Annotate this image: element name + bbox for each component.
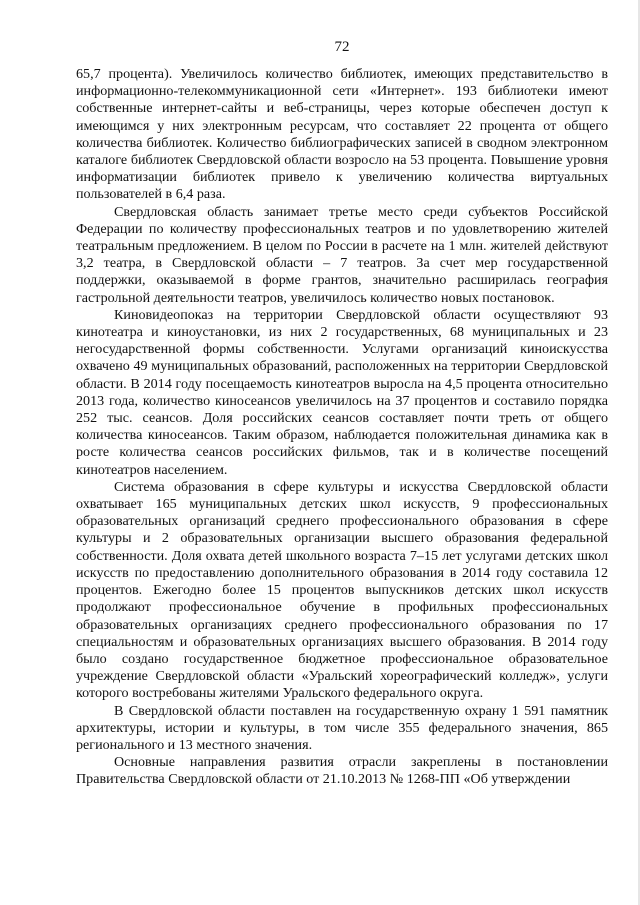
paragraph-monuments: В Свердловской области поставлен на государственную охрану 1 591 памятник архитектуры, истории и культуры, в том числе 355 федерального значения, 865 регионального и 13 местного значения.	[76, 702, 608, 753]
paragraph-cinema: Киновидеопоказ на территории Свердловской области осуществляют 93 кинотеатра и киноустановки, из них 2 государственных, 68 муниципальных и 23 негосударственной формы собственности. Услугами организаций киноискусства охвачено 49 муниципальных образований, расположенных на территории Свердловской области. В 2014 году посещаемость кинотеатров выросла на 4,5 процента относительно 2013 года, количество киносеансов увеличилось на 37 процентов и составило порядка 252 тыс. сеансов. Доля российских сеансов составляет почти треть от общего количества киносеансов. Таким образом, наблюдается положительная динамика как в росте количества сеансов российских фильмов, так и в количестве посещений кинотеатров населением.	[76, 306, 608, 478]
page-number: 72	[334, 39, 350, 55]
paragraph-education: Система образования в сфере культуры и искусства Свердловской области охватывает 165 муниципальных детских школ искусств, 9 профессиональных образовательных организаций среднего профессионального образования в сфере культуры и 2 образовательных организации высшего образования федеральной собственности. Доля охвата детей школьного возраста 7–15 лет услугами детских школ искусств по предоставлению дополнительного образования в 2014 году составила 12 процентов. Ежегодно более 15 процентов выпускников детских школ искусств продолжают профессиональное обучение в профильных профессиональных образовательных организациях среднего профессионального образования по 17 специальностям и образовательных организациях высшего образования. В 2014 году было создано государственное бюджетное профессиональное образовательное учреждение Свердловской области «Уральский хореографический колледж», услуги которого востребованы жителями Уральского федерального округа.	[76, 478, 608, 702]
paragraph-libraries: 65,7 процента). Увеличилось количество библиотек, имеющих представительство в информационно-телекоммуникационной сети «Интернет». 193 библиотеки имеют собственные интернет-сайты и веб-страницы, через которые обеспечен доступ к имеющимся у них электронным ресурсам, что составляет 22 процента от общего количества библиотек. Количество библиографических записей в сводном электронном каталоге библиотек Свердловской области возросло на 53 процента. Повышение уровня информатизации библиотек привело к увеличению количества виртуальных пользователей в 6,4 раза.	[76, 66, 608, 203]
paragraph-development: Основные направления развития отрасли закреплены в постановлении Правительства Свердловской области от 21.10.2013 № 1268-ПП «Об утверждении	[76, 754, 608, 788]
paragraph-theatres: Свердловская область занимает третье место среди субъектов Российской Федерации по количеству профессиональных театров и по удовлетворению жителей театральным предложением. В целом по России в расчете на 1 млн. жителей действуют 3,2 театра, в Свердловской области – 7 театров. За счет мер государственной поддержки, оказываемой в форме грантов, значительно расширилась география гастрольной деятельности театров, увеличилось количество новых постановок.	[76, 203, 608, 306]
body-text	[76, 66, 608, 789]
